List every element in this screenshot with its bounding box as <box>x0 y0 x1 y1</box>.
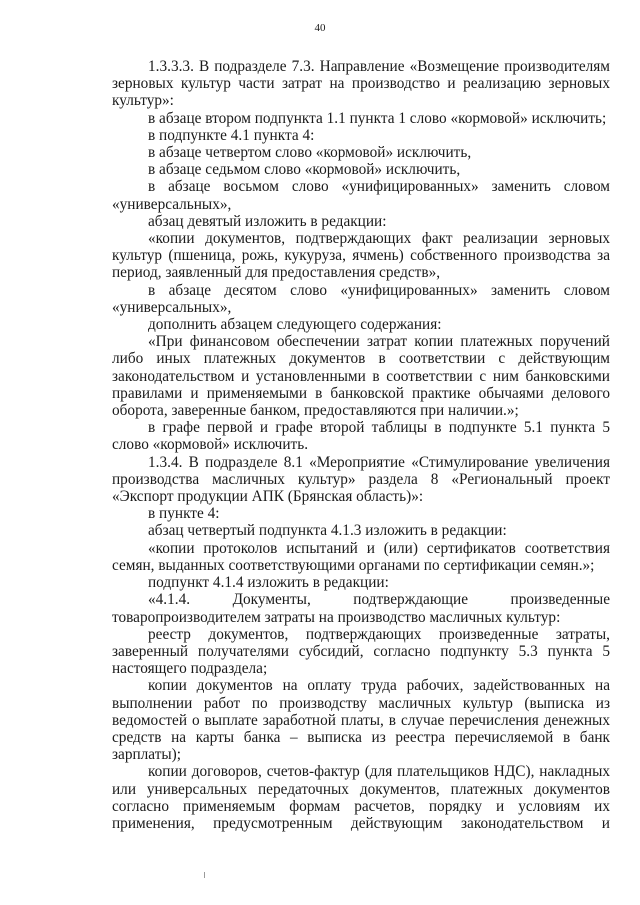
paragraph: абзац четвертый подпункта 4.1.3 изложить в редакции: <box>148 522 507 540</box>
paragraph: «4.1.4. Документы, подтверждающие произведенные товаропроизводителем затраты на производство масличных культур: <box>112 591 610 626</box>
paragraph: «При финансовом обеспечении затрат копии платежных поручений либо иных платежных документов в соответствии с действующим законодательством и установленными в соответствии с ним банковскими правилами и применяемыми в банковской практике обычаями делового оборота, заверенные банком, предоставляются при наличии.»; <box>112 333 610 420</box>
paragraph: дополнить абзацем следующего содержания: <box>148 316 442 334</box>
paragraph: 1.3.3.3. В подразделе 7.3. Направление «Возмещение производителям зерновых культур части затрат на производство и реализацию зерновых культур»: <box>112 58 610 110</box>
paragraph: копии документов на оплату труда рабочих, задействованных на выполнении работ по производству масличных культур (выписка из ведомостей о выплате заработной платы, в случае перечисления денежных средств на карты банка – выписка из реестра перечисляемой в банк зарплаты); <box>112 677 610 764</box>
scan-mark <box>204 872 205 878</box>
paragraph: в абзаце восьмом слово «унифицированных» заменить словом «универсальных», <box>112 178 610 213</box>
paragraph: «копии документов, подтверждающих факт реализации зерновых культур (пшеница, рожь, кукуруза, ячмень) собственного производства за период, заявленный для предоставления средств», <box>112 230 610 282</box>
paragraph: 1.3.4. В подразделе 8.1 «Мероприятие «Стимулирование увеличения производства масличных культур» раздела 8 «Региональный проект «Экспорт продукции АПК (Брянская область)»: <box>112 453 610 506</box>
paragraph: в пункте 4: <box>148 505 220 523</box>
paragraph: реестр документов, подтверждающих произведенные затраты, заверенный получателями субсидий, согласно подпункту 5.3 пункта 5 настоящего подраздела; <box>112 625 610 678</box>
paragraph: подпункт 4.1.4 изложить в редакции: <box>148 574 389 592</box>
paragraph: абзац девятый изложить в редакции: <box>148 212 387 230</box>
paragraph: «копии протоколов испытаний и (или) сертификатов соответствия семян, выданных соответствующими органами по сертификации семян.»; <box>112 539 610 574</box>
document-body <box>112 58 610 832</box>
page-number: 40 <box>314 22 326 34</box>
paragraph: копии договоров, счетов-фактур (для плательщиков НДС), накладных или универсальных передаточных документов, платежных документов согласно применяемым формам расчетов, порядку и условиям их применения, предусмотренным действующим законодательством и <box>112 763 610 832</box>
paragraph: в графе первой и графе второй таблицы в подпункте 5.1 пункта 5 слово «кормовой» исключить. <box>112 419 610 454</box>
paragraph: в абзаце седьмом слово «кормовой» исключить, <box>148 161 461 179</box>
paragraph: в подпункте 4.1 пункта 4: <box>148 126 315 144</box>
paragraph: в абзаце втором подпункта 1.1 пункта 1 слово «кормовой» исключить; <box>148 109 607 127</box>
paragraph: в абзаце десятом слово «унифицированных» заменить словом «универсальных», <box>112 281 610 316</box>
paragraph: в абзаце четвертом слово «кормовой» исключить, <box>148 144 472 162</box>
